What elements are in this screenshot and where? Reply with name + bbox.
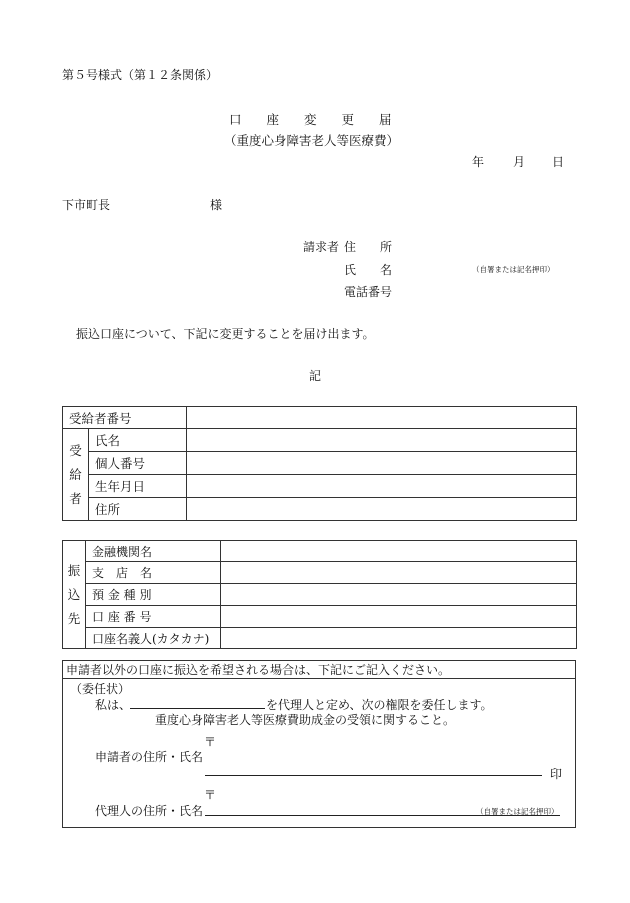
date-day-label: 日	[552, 155, 565, 169]
postal-mark-applicant: 〒	[204, 735, 217, 749]
branch-name-label: 支 店 名	[86, 562, 221, 584]
form-number: 第５号様式（第１２条関係）	[62, 68, 219, 82]
bank-group-label: 振 込 先	[63, 541, 86, 649]
bank-name-field[interactable]	[221, 541, 577, 562]
recipient-address-field[interactable]	[187, 498, 577, 521]
postal-mark-agent: 〒	[204, 788, 217, 802]
applicant-address-label: 申請者の住所・氏名	[95, 750, 204, 764]
requester-signature-note: （自署または記名押印）	[472, 265, 555, 274]
delegation-line1-suffix: を代理人と定め、次の権限を委任します。	[266, 698, 493, 712]
delegation-heading: （委任状）	[70, 682, 131, 696]
date-year-label: 年	[472, 155, 485, 169]
branch-name-field[interactable]	[221, 562, 577, 584]
recipient-group-label: 受 給 者	[63, 429, 89, 521]
recipient-number-field[interactable]	[187, 407, 577, 429]
deposit-type-label: 預 金 種 別	[86, 584, 221, 606]
requester-phone-label: 電話番号	[344, 285, 393, 299]
recipient-table	[62, 406, 577, 521]
addressee-name: 下市町長	[62, 198, 111, 212]
bank-table	[62, 540, 577, 649]
agent-name-input-line[interactable]	[130, 708, 265, 709]
recipient-name-field[interactable]	[187, 429, 577, 452]
deposit-type-field[interactable]	[221, 584, 577, 606]
form-title: 口 座 変 更 届	[229, 112, 392, 127]
requester-name-label: 氏 名	[344, 263, 393, 277]
account-holder-label: 口座名義人(カタカナ)	[86, 628, 221, 649]
addressee-honorific: 様	[210, 198, 223, 212]
delegation-header: 申請者以外の口座に振込を希望される場合は、下記にご記入ください。	[66, 663, 451, 677]
recipient-personal-number-field[interactable]	[187, 452, 577, 475]
form-subtitle: （重度心身障害老人等医療費）	[224, 133, 400, 148]
agent-signature-note: （自署または記名押印）	[476, 807, 559, 816]
account-holder-field[interactable]	[221, 628, 577, 649]
ki-label: 記	[309, 369, 322, 383]
statement-text: 振込口座について、下記に変更することを届け出ます。	[76, 327, 375, 341]
recipient-birthdate-field[interactable]	[187, 475, 577, 498]
recipient-personal-number-label: 個人番号	[89, 452, 187, 475]
recipient-birthdate-label: 生年月日	[89, 475, 187, 498]
recipient-address-label: 住所	[89, 498, 187, 521]
delegation-line1-prefix: 私は、	[95, 698, 132, 712]
recipient-name-label: 氏名	[89, 429, 187, 452]
seal-mark: 印	[550, 767, 563, 781]
requester-label: 請求者	[303, 240, 340, 254]
applicant-address-input-line[interactable]	[205, 775, 542, 776]
agent-address-label: 代理人の住所・氏名	[95, 804, 204, 818]
requester-address-label: 住 所	[344, 240, 393, 254]
delegation-scope: 重度心身障害老人等医療費助成金の受領に関すること。	[155, 713, 456, 727]
recipient-number-label: 受給者番号	[63, 407, 187, 429]
account-number-label: 口 座 番 号	[86, 606, 221, 628]
account-number-field[interactable]	[221, 606, 577, 628]
bank-name-label: 金融機関名	[86, 541, 221, 562]
date-month-label: 月	[513, 155, 526, 169]
